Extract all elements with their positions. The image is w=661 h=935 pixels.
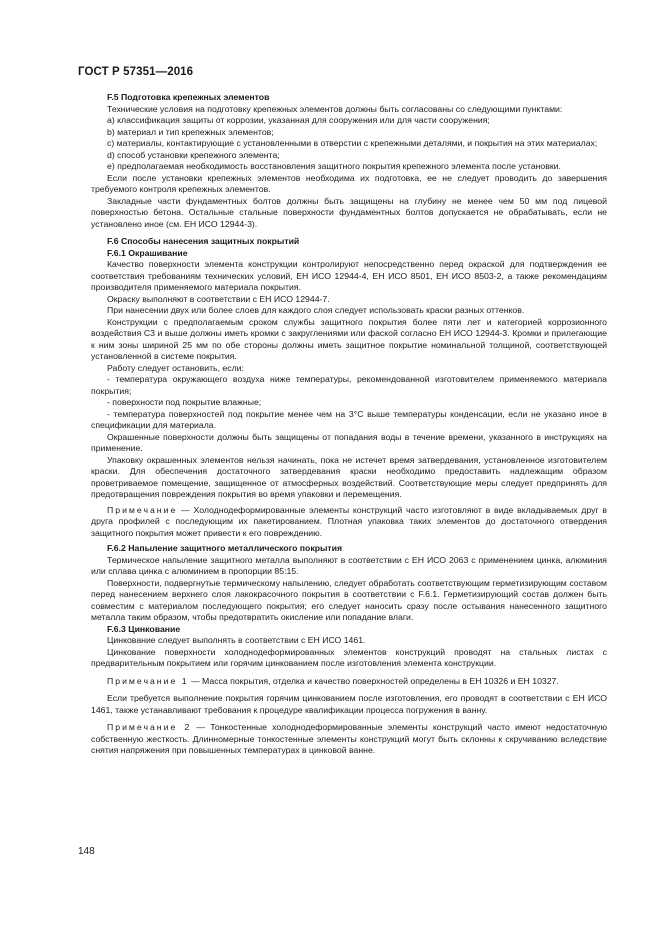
list-item: e) предполагаемая необходимость восстановления защитного покрытия крепежного элемента после установки. (107, 161, 561, 171)
paragraph: Если после установки крепежных элементов необходима их подготовка, ее не следует проводить до завершения требуемого контроля крепежных элементов. (91, 172, 607, 194)
list-item: d) способ установки крепежного элемента; (107, 149, 280, 160)
paragraph: Окраску выполняют в соответствии с ЕН ИСО 12944-7. (107, 293, 330, 304)
list-item: - температура поверхностей под покрытие менее чем на 3°С выше температуры конденсации, если не указано иное в спецификации для материала. (91, 408, 607, 430)
paragraph: Работу следует остановить, если: (107, 362, 244, 373)
note-label: Примечание 2 (107, 722, 192, 732)
paragraph: Закладные части фундаментных болтов должны быть защищены на глубину не менее чем 50 мм под лицевой поверхностью бетона. Остальные стальные поверхности фундаментных болтов допускается не обрабатывать, если не установлено иное (см. ЕН ИСО 12944-3). (91, 195, 607, 229)
paragraph: Качество поверхности элемента конструкции контролируют непосредственно перед окраской для подтверждения ее соответствия требованиям технических условий, ЕН ИСО 12944-4, ЕН ИСО 8501, ЕН ИСО 8503-2, а также рекомендациям производителя применяемого материала покрытия. (91, 259, 607, 292)
list-item: b) материал и тип крепежных элементов; (107, 126, 274, 137)
list-item: - поверхности под покрытие влажные; (107, 397, 262, 407)
note (91, 722, 607, 757)
paragraph: Термическое напыление защитного металла выполняют в соответствии с ЕН ИСО 2063 с применением цинка, алюминия или сплава цинка с алюминием в пропорции 85:15. (91, 554, 607, 576)
paragraph: Окрашенные поверхности должны быть защищены от попадания воды в течение времени, указанного в инструкциях на применение. (91, 431, 607, 453)
note (91, 676, 607, 688)
subsection-heading-f6-1: F.6.1 Окрашивание (107, 247, 188, 258)
paragraph: Цинкование поверхности холоднодеформированных элементов конструкций проводят на стальных листах с предварительным покрытием или горячим цинкованием после изготовления элемента конструкции. (91, 646, 607, 668)
section-heading-f5: F.5 Подготовка крепежных элементов (107, 92, 270, 102)
paragraph: Конструкции с предполагаемым сроком службы защитного покрытия более пяти лет и категорией коррозионного воздействия С3 и выше должны иметь кромки с закруглениями или фаской согласно ЕН ИСО 12944-3. Кромки и прилегающие к ним зоны шириной 25 мм по обе стороны должны иметь защитное покрытие номинальной толщиной, соответствующей установленной в системе покрытия. (91, 316, 607, 361)
note-text: — Холоднодеформированные элементы конструкций часто изготовляют в виде вкладываемых друг в друга профилей с последующим их пакетированием. Плотная упаковка таких элементов до достаточного отвердения защитного покрытия может привести к его повреждению. (91, 504, 607, 538)
paragraph: Поверхности, подвергнутые термическому напылению, следует обработать соответствующим герметизирующим составом перед нанесением верхнего слоя лакокрасочного покрытия в соответствии с F.6.1. Герметизирующий состав должен быть совместим с материалом последующего покрытия; его следует наносить сразу после остывания нанесенного защитного металла таким образом, чтобы предотвратить окисление или попадание влаги. (91, 577, 607, 622)
paragraph: Цинкование следует выполнять в соответствии с ЕН ИСО 1461. (107, 635, 366, 645)
document-body (91, 92, 607, 757)
paragraph: При нанесении двух или более слоев для каждого слоя следует использовать краски разных оттенков. (107, 305, 525, 315)
note (91, 505, 607, 540)
note-text: — Масса покрытия, отделка и качество поверхностей определены в ЕН 10326 и ЕН 10327. (188, 675, 559, 686)
note-label: Примечание (107, 504, 178, 515)
paragraph: Технические условия на подготовку крепежных элементов должны быть согласованы со следующими пунктами: (107, 103, 563, 114)
subsection-heading-f6-3: F.6.3 Цинкование (107, 623, 181, 634)
list-item: - температура окружающего воздуха ниже температуры, рекомендованной изготовителем применяемого материала покрытия; (91, 374, 607, 396)
list-item: c) материалы, контактирующие с установленными в отверстии с крепежными деталями, и покрытия на этих материалах; (107, 138, 598, 148)
subsection-heading-f6-2: F.6.2 Напыление защитного металлического покрытия (107, 543, 343, 553)
section-heading-f6: F.6 Способы нанесения защитных покрытий (107, 236, 300, 246)
standard-header: ГОСТ Р 57351—2016 (78, 66, 194, 78)
page-number: 148 (78, 846, 95, 857)
list-item: а) классификация защиты от коррозии, указанная для сооружения или для части сооружения; (107, 115, 490, 125)
paragraph: Упаковку окрашенных элементов нельзя начинать, пока не истечет время затвердевания, установленное изготовителем краски. Для обеспечения достаточного затвердевания краски необходимо предоставить надлежащим образом проветриваемое помещение, защищенное от атмосферных воздействий. Соответствующие меры следует предпринять для предотвращения повреждения покрытия во время упаковки и перемещения. (91, 454, 607, 499)
note-label: Примечание 1 (107, 675, 189, 686)
paragraph: Если требуется выполнение покрытия горячим цинкованием после изготовления, его проводят в соответствии с ЕН ИСО 1461, также устанавливают требования к процедуре квалификации процесса погружения в ванну. (91, 693, 607, 715)
note-text: — Тонкостенные холоднодеформированные элементы конструкций часто имеют недостаточную собственную жесткость. Длинномерные тонкостенные элементы конструкций могут быть склонны к скручиванию вследствие снятия напряжения при повышенных температурах в цинковой ванне. (91, 722, 608, 755)
